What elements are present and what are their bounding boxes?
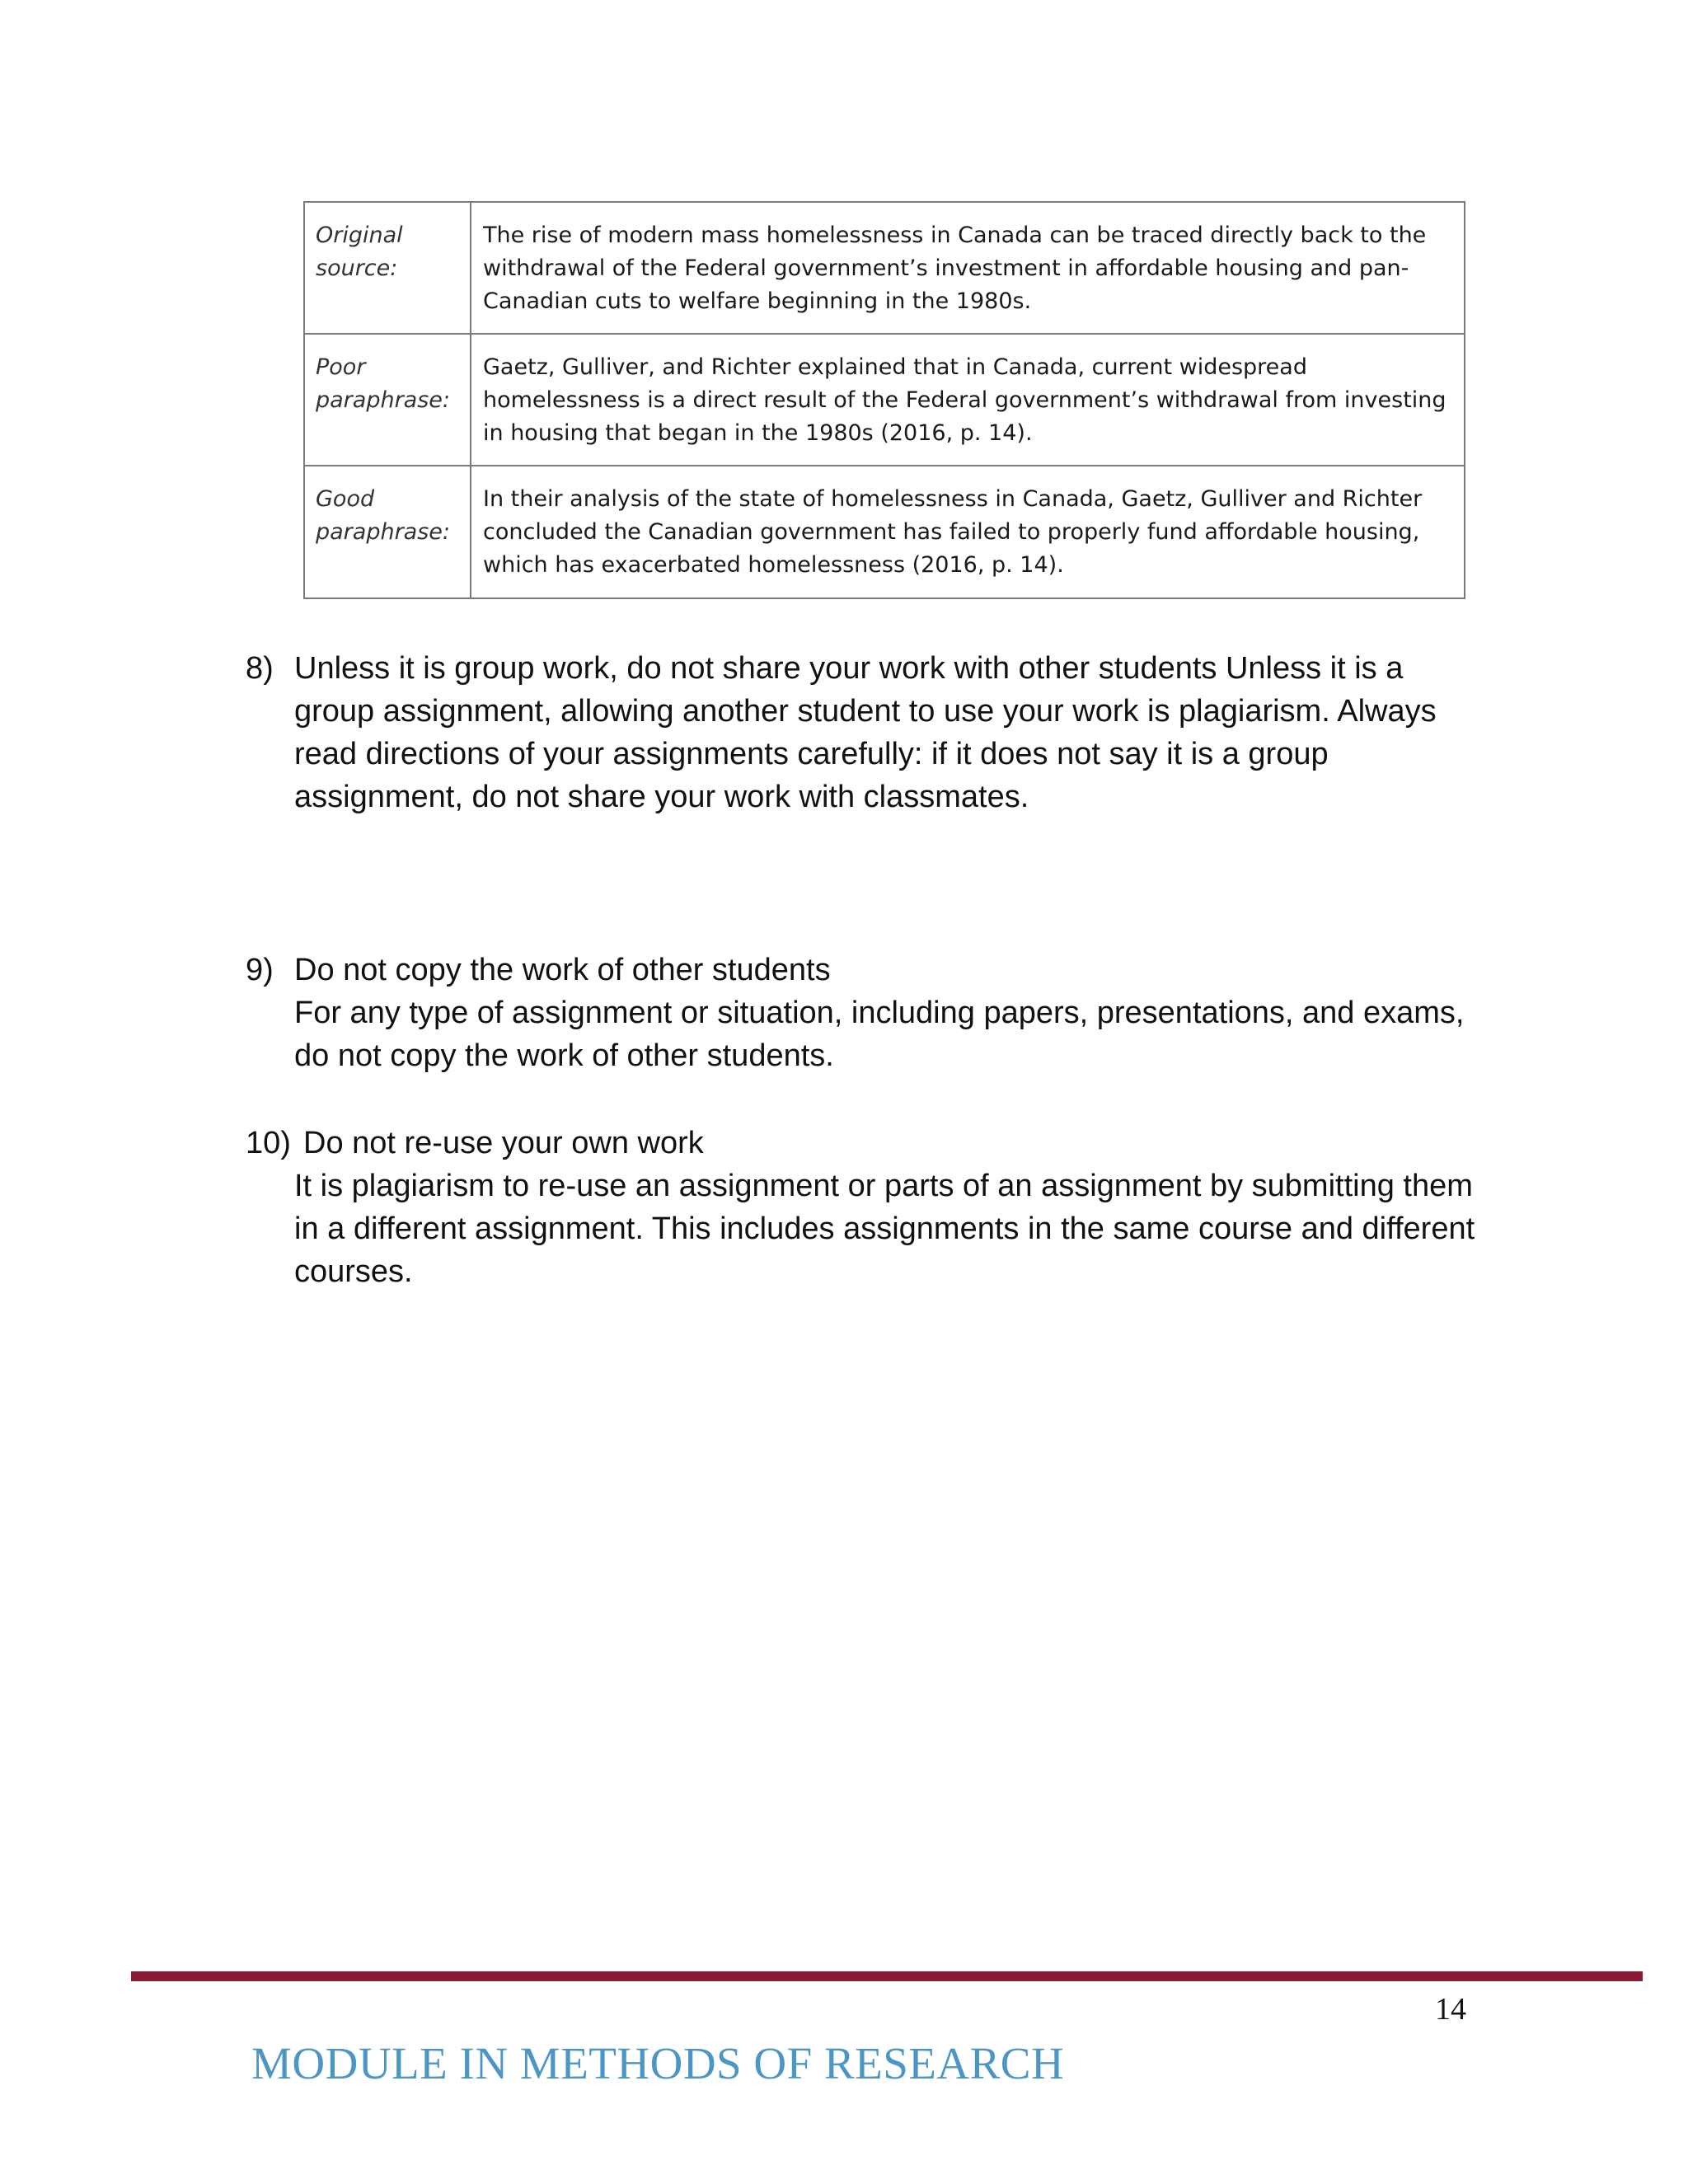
table-row-good-paraphrase [304, 466, 1465, 598]
item-heading: Unless it is group work, do not share your work with other students Unless it is a group assignment, allowing another student to use your work is plagiarism. Always read directions of your assignments carefully: if it does not say it is a group assignment, do not share your work with classmates. [294, 651, 1437, 814]
list-item [246, 949, 1482, 1077]
row-text: Gaetz, Gulliver, and Richter explained that in Canada, current widespread homelessness is a direct result of the Federal government’s withdrawal from investing in housing that began in the 1980s (2016, p. 14). [471, 334, 1465, 466]
item-heading: Do not re-use your own work [303, 1126, 704, 1160]
row-label [304, 466, 471, 598]
row-label [304, 334, 471, 466]
page-number: 14 [1435, 1992, 1466, 2027]
item-body: For any type of assignment or situation, including papers, presentations, and exams, do not copy the work of other students. [294, 996, 1465, 1073]
list-item [246, 647, 1482, 818]
item-number: 10) [246, 1126, 291, 1160]
list-item [246, 1122, 1482, 1293]
footer-title: MODULE IN METHODS OF RESEARCH [251, 2038, 1065, 2088]
item-number: 8) [246, 651, 274, 686]
row-label [304, 202, 471, 334]
row-text: In their analysis of the state of homelessness in Canada, Gaetz, Gulliver and Richter concluded the Canadian government has failed to properly fund affordable housing, which has exacerbated homelessness (2016, p. 14). [471, 466, 1465, 598]
row-text: The rise of modern mass homelessness in Canada can be traced directly back to the withdrawal of the Federal government’s investment in affordable housing and pan-Canadian cuts to welfare beginning in the 1980s. [471, 202, 1465, 334]
item-number: 9) [246, 953, 274, 987]
row-label-line: paraphrase: [316, 519, 451, 545]
table-row-original [304, 202, 1465, 334]
row-label-line: Poor [316, 354, 366, 380]
row-label-line: Original [316, 223, 403, 248]
row-label-line: source: [316, 255, 398, 281]
row-label-line: Good [316, 486, 375, 512]
paraphrase-comparison-table [303, 201, 1465, 599]
row-label-line: paraphrase: [316, 387, 451, 413]
footer-divider [131, 1971, 1643, 1981]
item-heading: Do not copy the work of other students [294, 953, 831, 987]
table-row-poor-paraphrase [304, 334, 1465, 466]
item-body: It is plagiarism to re-use an assignment or parts of an assignment by submitting them in a different assignment. This includes assignments in the same course and different courses. [294, 1169, 1475, 1289]
